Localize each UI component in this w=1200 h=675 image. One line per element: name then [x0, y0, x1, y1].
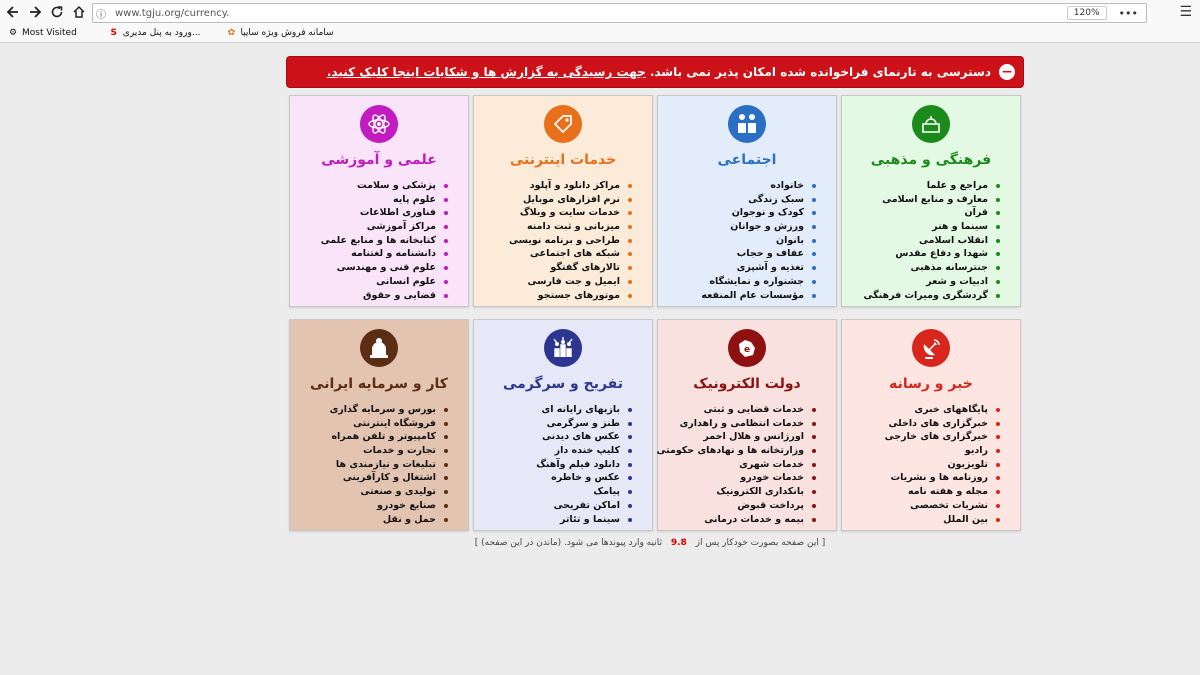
category-link[interactable]: تجارت و خدمات	[300, 444, 436, 458]
bookmark-favicon-icon: S	[110, 28, 118, 38]
people-cheering-icon[interactable]	[544, 329, 582, 367]
page-actions-icon[interactable]: •••	[1118, 6, 1138, 20]
category-link[interactable]: قرآن	[852, 206, 988, 220]
complaint-link[interactable]: جهت رسیدگی به گزارش ها و شکایات اینجا کلیک کنید.	[326, 65, 646, 79]
category-link[interactable]: روزنامه ها و نشریات	[852, 471, 988, 485]
reload-icon[interactable]	[46, 1, 68, 23]
category-link[interactable]: ایمیل و جت فارسی	[484, 275, 620, 289]
category-link[interactable]: معارف و منابع اسلامی	[852, 193, 988, 207]
url-text[interactable]: www.tgju.org/currency.	[115, 7, 230, 19]
category-link[interactable]: جشنواره و نمایشگاه	[668, 275, 804, 289]
category-link[interactable]: گردشگری ومیراث فرهنگی	[852, 289, 988, 303]
category-link[interactable]: مؤسسات عام المنفعه	[668, 289, 804, 303]
zoom-indicator[interactable]: 120%	[1067, 6, 1107, 20]
category-link[interactable]: نرم افزارهای موبایل	[484, 193, 620, 207]
category-title[interactable]: اجتماعی	[717, 152, 777, 168]
category-link[interactable]: خدمات شهری	[668, 458, 804, 472]
category-link[interactable]: خدمات خودرو	[668, 471, 804, 485]
category-link[interactable]: علوم فنی و مهندسی	[300, 261, 436, 275]
category-link[interactable]: خانواده	[668, 179, 804, 193]
bookmark-favicon-icon: ✿	[227, 28, 236, 38]
category-title[interactable]: کار و سرمایه ایرانی	[310, 376, 448, 392]
category-title[interactable]: تفریح و سرگرمی	[503, 376, 623, 392]
category-link[interactable]: عکس های دیدنی	[484, 430, 620, 444]
category-link-list	[658, 179, 836, 302]
category-link[interactable]: کتابخانه ها و منابع علمی	[300, 234, 436, 248]
hamburger-menu-icon[interactable]: ☰	[1179, 4, 1192, 20]
category-link[interactable]: طنز و سرگرمی	[484, 417, 620, 431]
category-link[interactable]: شهدا و دفاع مقدس	[852, 247, 988, 261]
category-link[interactable]: عکس و خاطره	[484, 471, 620, 485]
category-title[interactable]: دولت الکترونیک	[693, 376, 801, 392]
category-link[interactable]: پایگاههای خبری	[852, 403, 988, 417]
category-link[interactable]: موتورهای جستجو	[484, 289, 620, 303]
category-link[interactable]: بانوان	[668, 234, 804, 248]
category-link[interactable]: ورزش و جوانان	[668, 220, 804, 234]
category-link[interactable]: نشریات تخصصی	[852, 499, 988, 513]
category-link[interactable]: سینما و تئاتر	[484, 513, 620, 527]
category-title[interactable]: علمی و آموزشی	[321, 152, 437, 168]
category-title[interactable]: فرهنگی و مذهبی	[870, 152, 992, 168]
category-link[interactable]: خدمات انتظامی و راهداری	[668, 417, 804, 431]
browser-toolbar	[0, 0, 1200, 24]
category-link[interactable]: خدمات قضایی و ثبتی	[668, 403, 804, 417]
category-link[interactable]: مراکز دانلود و آپلود	[484, 179, 620, 193]
home-icon[interactable]	[68, 1, 90, 23]
category-card	[657, 95, 837, 307]
category-link[interactable]: صنایع خودرو	[300, 499, 436, 513]
category-link-list	[290, 403, 468, 526]
category-title[interactable]: خبر و رسانه	[889, 376, 973, 392]
category-link[interactable]: فناوری اطلاعات	[300, 206, 436, 220]
category-card	[289, 95, 469, 307]
category-link[interactable]: عفاف و حجاب	[668, 247, 804, 261]
category-link[interactable]: مراکز آموزشی	[300, 220, 436, 234]
category-link[interactable]: تولیدی و صنعتی	[300, 485, 436, 499]
category-link[interactable]: ادبیات و شعر	[852, 275, 988, 289]
access-denied-alert	[286, 56, 1024, 88]
category-link[interactable]: انقلاب اسلامی	[852, 234, 988, 248]
category-link[interactable]: تبلیغات و نیازمندی ها	[300, 458, 436, 472]
category-link[interactable]: شبکه های اجتماعی	[484, 247, 620, 261]
category-title[interactable]: خدمات اینترنتی	[509, 152, 617, 168]
category-link[interactable]: علوم انسانی	[300, 275, 436, 289]
category-link[interactable]: بانکداری الکترونیک	[668, 485, 804, 499]
category-link[interactable]: تغذیه و آشپزی	[668, 261, 804, 275]
category-link[interactable]: وزارتخانه ها و نهادهای حکومتی	[656, 445, 804, 457]
redirect-text-before: [ این صفحه بصورت خودکار پس از	[695, 538, 826, 548]
category-link-list	[474, 179, 652, 302]
category-link[interactable]: سبک زندگی	[668, 193, 804, 207]
category-link-list	[842, 403, 1020, 526]
bookmark-label: Most Visited	[22, 28, 77, 38]
category-link[interactable]: فروشگاه اینترنتی	[300, 417, 436, 431]
alert-text: دسترسی به تارنمای فراخوانده شده امکان پذیر نمی باشد.	[649, 65, 991, 79]
redirect-text-after[interactable]: ثانیه وارد پیوندها می شود. (ماندن در این صفحه) ]	[474, 538, 662, 548]
mosque-icon[interactable]	[912, 105, 950, 143]
bookmark-most-visited[interactable]	[8, 28, 77, 38]
category-link[interactable]: میزبانی و ثبت دامنه	[484, 220, 620, 234]
category-link[interactable]: طراحی و برنامه نویسی	[484, 234, 620, 248]
category-card	[289, 319, 469, 531]
category-link[interactable]: اشتغال و کارآفرینی	[300, 471, 436, 485]
back-icon[interactable]	[2, 1, 24, 23]
atom-icon[interactable]	[360, 105, 398, 143]
category-link-list	[658, 403, 836, 526]
category-link[interactable]: حمل و نقل	[300, 513, 436, 527]
category-card	[473, 319, 653, 531]
category-link[interactable]: تلویزیون	[852, 458, 988, 472]
category-link[interactable]: دانشنامه و لغتنامه	[300, 247, 436, 261]
category-link[interactable]: جنترسانه مذهبی	[852, 261, 988, 275]
category-link-list	[474, 403, 652, 526]
family-icon[interactable]	[728, 105, 766, 143]
category-link[interactable]: خدمات سایت و وبلاگ	[484, 206, 620, 220]
category-link[interactable]: دانلود فیلم وآهنگ	[484, 458, 620, 472]
category-link[interactable]: خبرگزاری های داخلی	[852, 417, 988, 431]
category-link[interactable]: مجله و هفته نامه	[852, 485, 988, 499]
category-card	[473, 95, 653, 307]
e-gov-icon[interactable]	[728, 329, 766, 367]
forward-icon[interactable]	[24, 1, 46, 23]
category-link-list	[842, 179, 1020, 302]
category-link[interactable]: سینما و هنر	[852, 220, 988, 234]
category-card	[841, 95, 1021, 307]
countdown-seconds: 9.8	[670, 538, 687, 548]
minus-circle-icon: −	[999, 64, 1015, 80]
category-link[interactable]: تالارهای گفتگو	[484, 261, 620, 275]
category-card	[841, 319, 1021, 531]
tag-icon[interactable]	[544, 105, 582, 143]
category-link[interactable]: بین الملل	[852, 513, 988, 527]
category-link[interactable]: رادیو	[852, 444, 988, 458]
category-link[interactable]: اورژانس و هلال احمر	[668, 430, 804, 444]
svg-text:e: e	[743, 345, 751, 355]
category-link[interactable]: بیمه و خدمات درمانی	[668, 513, 804, 527]
bookmarks-bar	[0, 24, 1200, 43]
category-link[interactable]: مراجع و علما	[852, 179, 988, 193]
address-bar[interactable]	[92, 3, 1147, 23]
category-link[interactable]: کلیپ خنده دار	[484, 444, 620, 458]
category-link[interactable]: اماکن تفریحی	[484, 499, 620, 513]
bookmark-saipa[interactable]	[226, 28, 333, 38]
category-link[interactable]: پزشکی و سلامت	[300, 179, 436, 193]
category-link[interactable]: بازیهای رایانه ای	[484, 403, 620, 417]
bookmark-label: سامانه فروش ویژه سایپا	[240, 28, 334, 38]
category-link[interactable]: کودک و نوجوان	[668, 206, 804, 220]
redirect-notice	[300, 538, 1000, 548]
category-link[interactable]: علوم پایه	[300, 193, 436, 207]
business-icon[interactable]	[360, 329, 398, 367]
category-link[interactable]: بورس و سرمایه گذاری	[300, 403, 436, 417]
category-card	[657, 319, 837, 531]
category-link[interactable]: خبرگزاری های خارجی	[852, 430, 988, 444]
gear-icon: ⚙	[8, 28, 18, 38]
satellite-dish-icon[interactable]	[912, 329, 950, 367]
info-icon[interactable]: ⓘ	[96, 9, 106, 21]
category-link[interactable]: پرداخت قبوض	[668, 499, 804, 513]
bookmark-panel-login[interactable]	[109, 28, 201, 38]
bookmark-label: ورود به پنل مدیری...	[122, 28, 201, 38]
category-link-list	[290, 179, 468, 302]
category-link[interactable]: کامپیوتر و تلفن همراه	[300, 430, 436, 444]
category-link[interactable]: قضایی و حقوق	[300, 289, 436, 303]
category-link[interactable]: پیامک	[484, 485, 620, 499]
